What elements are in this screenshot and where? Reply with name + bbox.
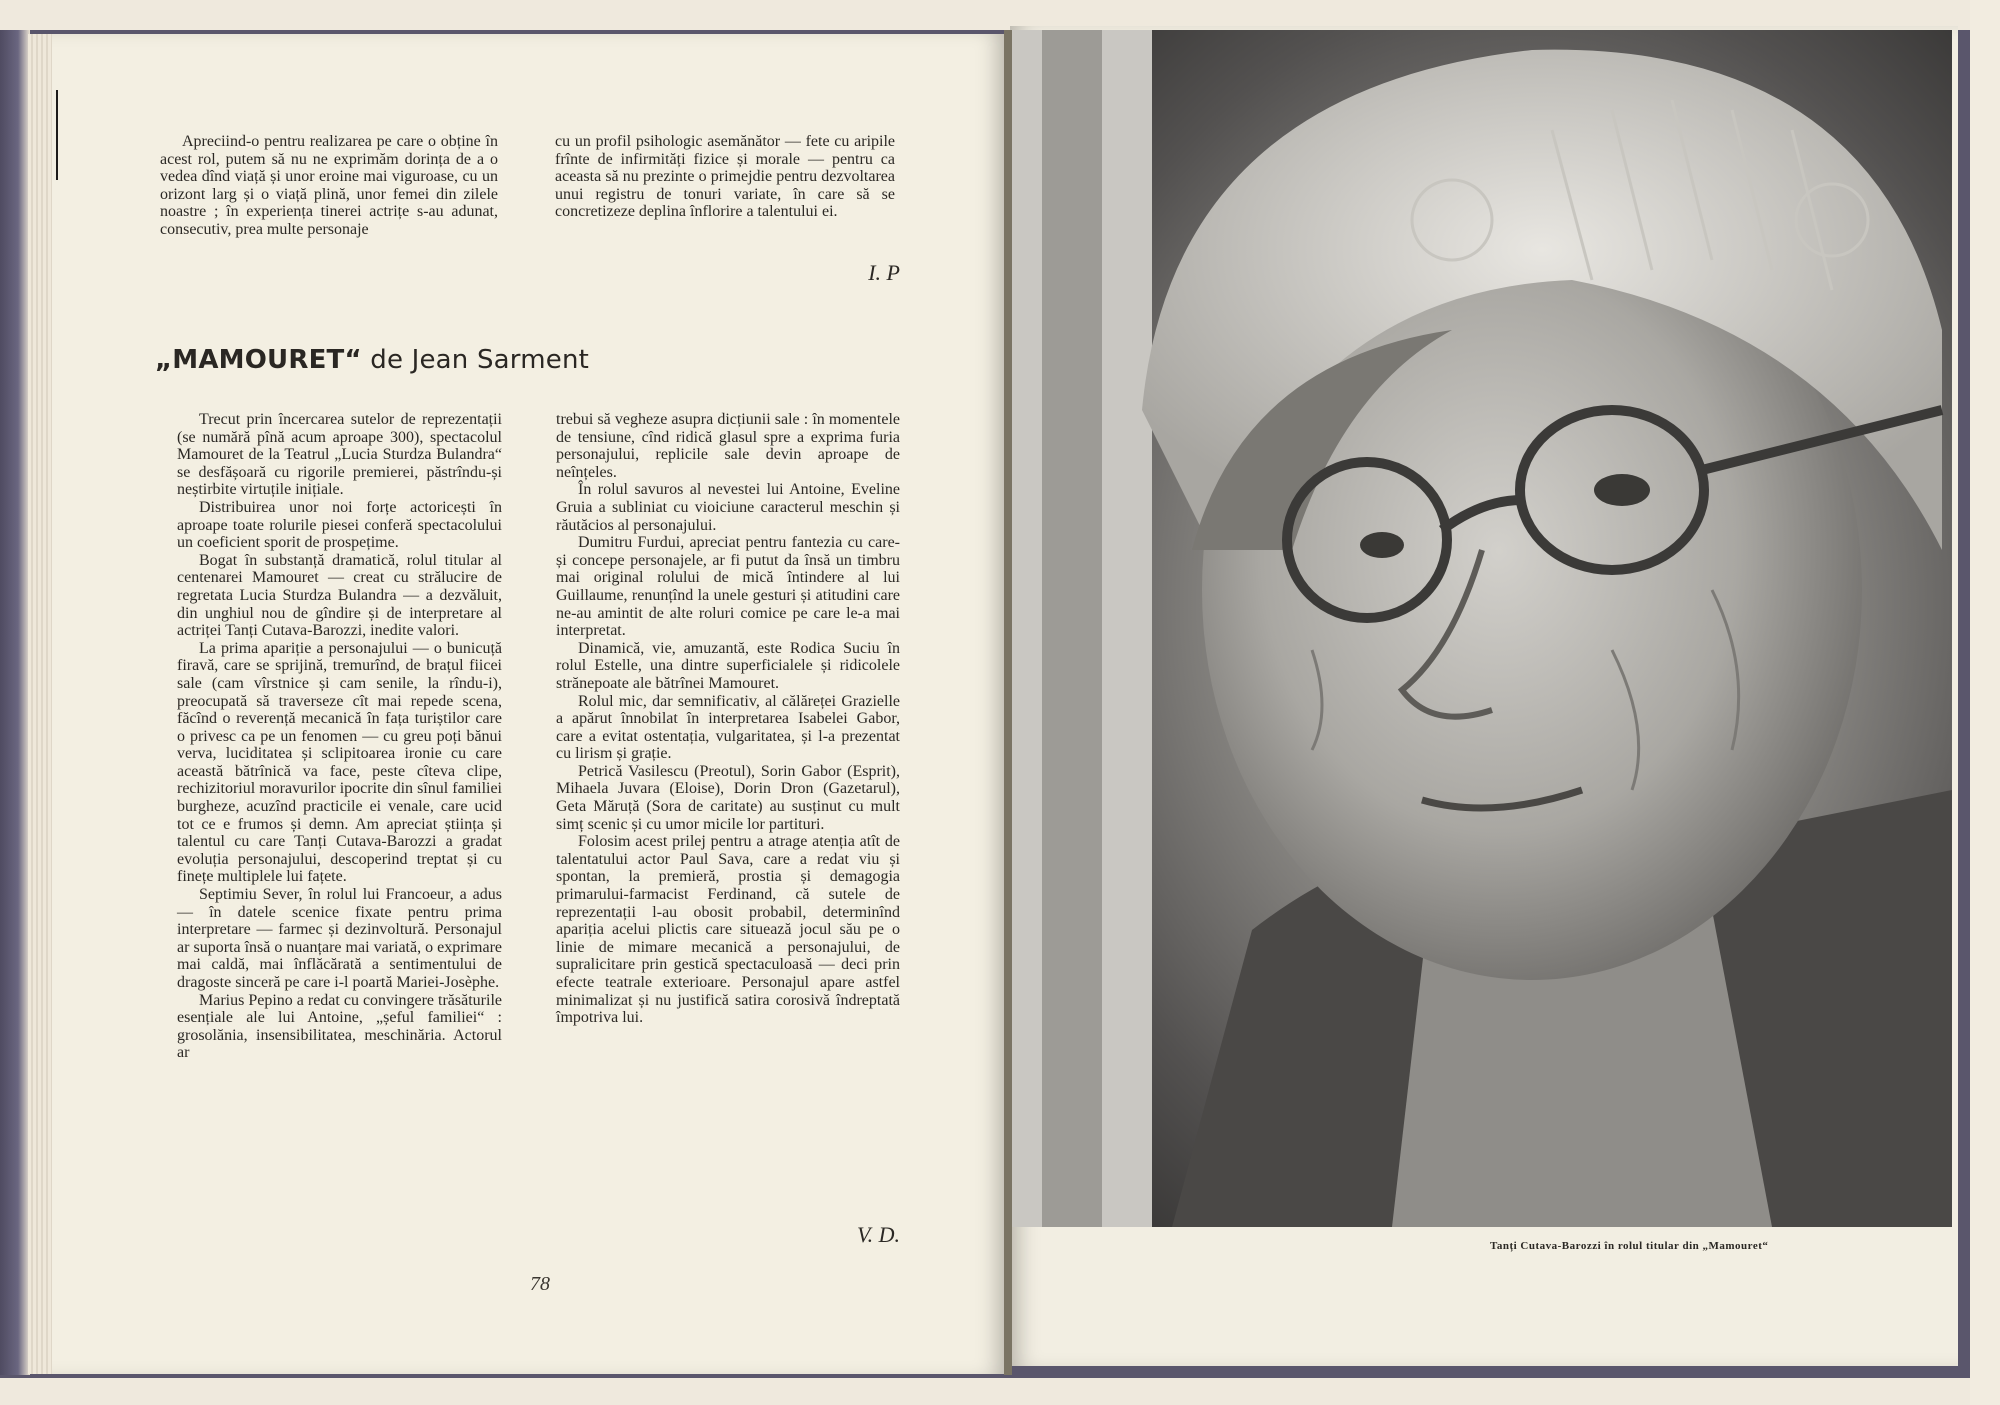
portrait-illustration xyxy=(1012,30,1952,1227)
window-frame xyxy=(1042,30,1102,1227)
portrait-photo xyxy=(1012,30,1952,1227)
article-column-1 xyxy=(177,411,502,1062)
article-paragraph: trebui să vegheze asupra dicțiunii sale : în momentele de tensiune, cînd ridică glasul spre a exprima furia personajului, replicile sale devin aproape de neînțeles. xyxy=(556,411,900,481)
book-spine xyxy=(0,30,30,1375)
book-cover-bottom-edge xyxy=(0,1378,2000,1405)
intro-paragraph-2: cu un profil psihologic asemănător — fete cu aripile frînte de infirmități fizice și morale — pentru ca aceasta să nu prezinte o primejdie pentru dezvoltarea unui registru de tonuri variate, în care să se concretizeze deplina înflorire a talentului ei. xyxy=(555,133,895,221)
article-paragraph: Marius Pepino a redat cu convingere trăsăturile esențiale ale lui Antoine, „șeful familiei“ : grosolănia, insensibilitatea, meschinăria. Actorul ar xyxy=(177,991,502,1062)
book-gutter xyxy=(1004,30,1012,1375)
article-title-author: de Jean Sarment xyxy=(361,345,590,375)
photo-caption: Tanți Cutava-Barozzi în rolul titular din „Mamouret“ xyxy=(1490,1240,1769,1252)
book-cover-right-edge xyxy=(1970,0,2000,1405)
article-paragraph: Distribuirea unor noi forțe actoricești în aproape toate rolurile piesei conferă spectacolului un coeficient sporit de prospețime. xyxy=(177,498,502,552)
author-signature-1: I. P xyxy=(868,260,900,285)
intro-column-2 xyxy=(555,133,895,221)
article-column-2 xyxy=(556,411,900,1027)
article-title-play: „MAMOURET“ xyxy=(155,345,362,375)
intro-column-1 xyxy=(160,133,498,239)
article-paragraph: Dumitru Furdui, apreciat pentru fantezia cu care-și concepe personajele, ar fi putut da însă un timbru mai original rolului de mică întindere al lui Guillaume, renunțînd la unele gesturi și atitudini care ne-au amintit de alte roluri comice pe care le-a mai interpretat. xyxy=(556,534,900,640)
article-paragraph: În rolul savuros al nevestei lui Antoine, Eveline Gruia a subliniat cu vioiciune caracterul meschin și răutăcios al personajului. xyxy=(556,481,900,534)
margin-mark xyxy=(56,90,58,180)
article-paragraph: La prima apariție a personajului — o bunicuță firavă, care se sprijină, tremurînd, de brațul fiicei sale (cam vîrstnice și cam senile, la rîndu-i), preocupată să traverseze cît mai repede scena, făcînd o reverență mecanică în fața turiștilor care o privesc ca pe un fenomen — cu greu poți bănui verva, luciditatea și sclipitoarea ironie cu care această bătrînică va face, peste cîteva clipe, rechizitoriul moravurilor ipocrite din sînul familiei burgheze, acuzînd practicile ei venale, care ucid tot ce e frumos și demn. Am apreciat știința și talentul cu care Tanți Cutava-Barozzi a gradat evoluția personajului, descoperind treptat și cu finețe multiplele lui fațete. xyxy=(177,639,502,886)
article-title xyxy=(155,345,615,375)
article-paragraph: Bogat în substanță dramatică, rolul titular al centenarei Mamouret — creat cu strălucire de regretata Lucia Sturdza Bulandra — a dezvăluit, din unghiul nou de gîndire și de interpretare al actriței Tanți Cutava-Barozzi, inedite valori. xyxy=(177,551,502,640)
article-paragraph: Folosim acest prilej pentru a atrage atenția atît de talentatului actor Paul Sava, care a redat viu și spontan, la premieră, prostia și demagogia primarului-farmacist Ferdinand, că sutele de reprezentații l-au obosit probabil, determinînd apariția acelui plictis care situează jocul său pe o linie de mimare mecanică a personajului, de supralicitare prin gestică spectaculoasă — deci prin efecte teatrale exterioare. Personajul apare astfel minimalizat și nu justifică satira corosivă îndreptată împotriva lui. xyxy=(556,833,900,1027)
article-paragraph: Petrică Vasilescu (Preotul), Sorin Gabor (Esprit), Mihaela Juvara (Eloise), Dorin Dron (Gazetarul), Geta Măruță (Sora de caritate) au susținut cu mult simț scenic și cu umor micile lor partituri. xyxy=(556,762,900,833)
author-signature-2: V. D. xyxy=(857,1222,900,1247)
article-paragraph: Dinamică, vie, amuzantă, este Rodica Suciu în rolul Estelle, una dintre superficialele și ridicolele strănepoate ale bătrînei Mamouret. xyxy=(556,639,900,692)
eye-right xyxy=(1594,474,1650,506)
page-number: 78 xyxy=(530,1273,550,1295)
article-paragraph: Septimiu Sever, în rolul lui Francoeur, a adus — în datele scenice fixate pentru prima interpretare — farmec și dezinvoltură. Personajul ar suporta însă o nuanțare mai variată, o exprimare mai caldă, mai înflăcărată a sentimentului de dragoste sinceră pe care i-l poartă Mariei-Josèphe. xyxy=(177,886,502,991)
article-paragraph: Trecut prin încercarea sutelor de reprezentații (se numără pînă acum aproape 300), spectacolul Mamouret de la Teatrul „Lucia Sturdza Bulandra“ se desfășoară cu rigorile premierei, păstrîndu-și neștirbite virtuțile inițiale. xyxy=(177,411,502,499)
article-paragraph: Rolul mic, dar semnificativ, al călăreței Grazielle a apărut înnobilat în interpretarea Isabelei Gabor, care a evitat ostentația, vulgaritatea, și l-a prezentat cu lirism și grație. xyxy=(556,692,900,763)
intro-paragraph-1: Apreciind-o pentru realizarea pe care o obține în acest rol, putem să nu ne exprimăm dorința de a o vedea dînd viață și unor eroine mai viguroase, cu un orizont larg și o viață plină, unor femei din zilele noastre ; în experiența tinerei actrițe s-au adunat, consecutiv, prea multe personaje xyxy=(160,133,498,238)
eye-left xyxy=(1360,532,1404,558)
